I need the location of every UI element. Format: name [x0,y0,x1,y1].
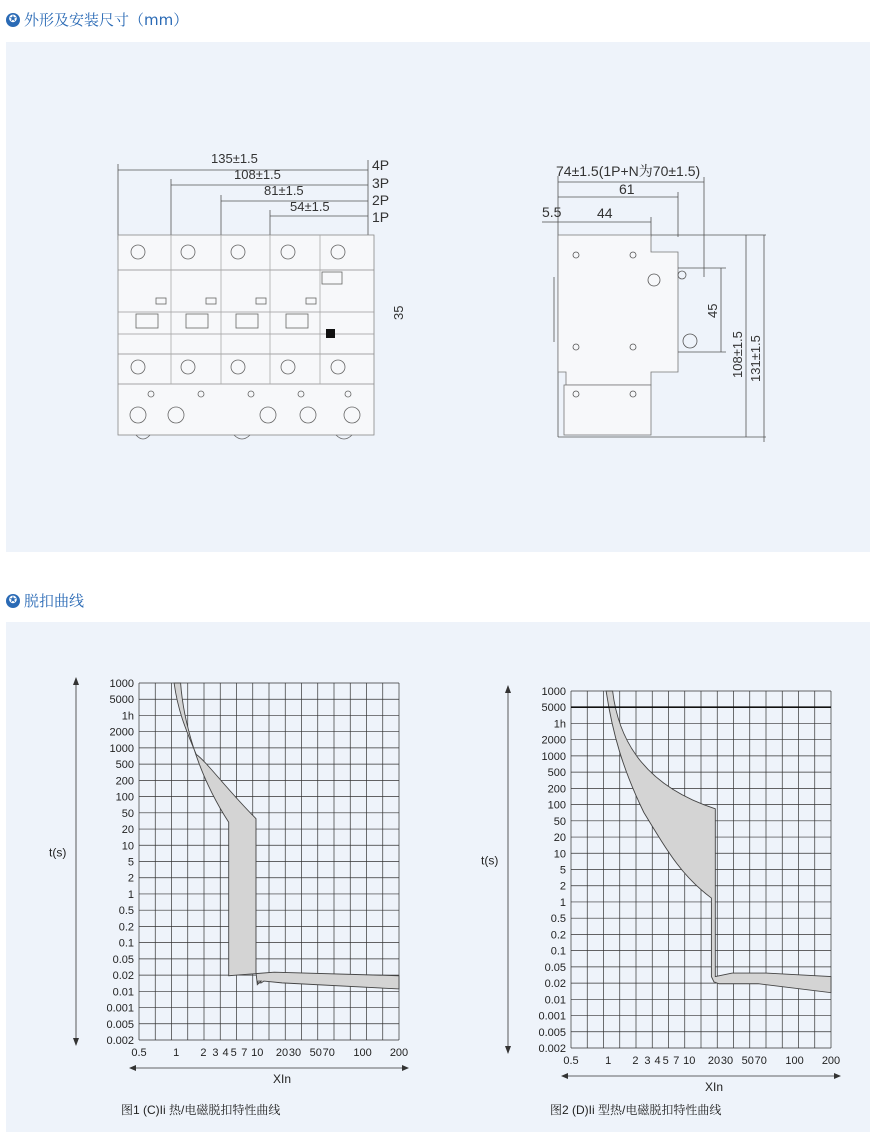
fig2-ytick-label: 0.2 [550,929,566,942]
fig2-ytick-label: 0.05 [544,961,566,974]
fig2-ytick-label: 10 [553,848,566,861]
fig2-xtick-label: 2 [632,1055,639,1067]
test-button-marker [326,329,335,338]
fig2-xtick-label: 70 [754,1055,767,1067]
side-height-131-label: 131±1.5 [748,335,763,382]
fig1-xtick-label: 10 [251,1047,264,1059]
fig1-xtick-label: 1 [173,1047,180,1059]
fig2-ytick-label: 0.001 [538,1010,566,1023]
fig1-ytick-label: 5000 [109,694,134,707]
fig2-ytick-label: 5000 [541,702,566,715]
width-4p-label: 135±1.5 [211,151,258,166]
fig1-ytick-label: 0.05 [112,953,134,966]
fig2-xtick-label: 5 [662,1055,669,1067]
fig1-x-axis-label: XIn [272,1072,292,1086]
pole-2p-label: 2P [372,192,390,208]
fig2-ytick-label: 0.1 [550,945,566,958]
fig1-trip-band [174,683,399,989]
fig1-xtick-label: 0.5 [131,1047,147,1059]
fig2-trip-band [606,691,831,993]
fig2-ytick-label: 1h [553,718,566,731]
side-total-width-label: 74±1.5(1P+N为70±1.5) [556,163,701,179]
fig1-ytick-label: 2000 [109,726,134,739]
fig2-ytick-label: 2000 [541,734,566,747]
section-trip-curve-title [6,590,84,611]
fig2-x-axis-label: XIn [704,1080,724,1092]
section-dimensions-title [6,9,188,30]
star-badge-icon: ✪ [6,13,20,27]
fig2-ytick-label: 0.01 [544,994,566,1007]
fig1-ytick-label: 0.002 [106,1035,134,1047]
fig1-xtick-label: 70 [322,1047,335,1059]
fig1-ytick-label: 0.02 [112,970,134,983]
fig2-ytick-label: 500 [547,767,566,780]
fig2-xtick-label: 100 [785,1055,804,1067]
side-width-61-label: 61 [619,181,635,197]
side-height-108-label: 108±1.5 [730,331,745,378]
trip-curve-charts [6,622,870,1092]
width-1p-label: 54±1.5 [290,199,330,214]
fig1-ytick-label: 500 [115,759,134,772]
section-trip-curve-label: 脱扣曲线 [24,592,85,610]
fig2-ytick-label: 1 [559,896,566,909]
fig1-ytick-label: 0.2 [118,921,134,934]
fig2-xtick-label: 50 [741,1055,754,1067]
fig1-ytick-label: 0.01 [112,986,134,999]
fig2-ytick-label: 2 [559,880,566,893]
height-35-label: 35 [391,305,406,320]
fig1-ytick-label: 200 [115,775,134,788]
fig1-xtick-label: 3 [212,1047,219,1059]
fig2-ytick-label: 1000 [541,686,566,698]
fig2-xtick-label: 0.5 [563,1055,579,1067]
fig2-ytick-label: 0.002 [538,1043,566,1055]
side-width-44-label: 44 [597,205,613,221]
fig2-ytick-label: 50 [553,815,566,828]
fig1-ytick-label: 50 [121,807,134,820]
fig1-xtick-label: 2 [200,1047,207,1059]
fig2-xtick-label: 1 [605,1055,612,1067]
fig1-ytick-label: 1000 [109,742,134,755]
fig1-xtick-label: 7 [241,1047,248,1059]
fig2-ytick-label: 0.5 [550,913,566,926]
fig1-ytick-label: 2 [127,872,134,885]
dimensions-panel [6,42,870,552]
fig2-ytick-label: 0.005 [538,1026,566,1039]
fig1-ytick-label: 1 [127,888,134,901]
fig2-y-axis-label: t(s) [481,853,499,868]
fig2-ytick-label: 5 [559,864,566,877]
fig2-xtick-label: 3 [644,1055,651,1067]
fig1-ytick-label: 1000 [109,678,134,690]
fig1-ytick-label: 0.001 [106,1002,134,1015]
fig1-xtick-label: 4 [222,1047,229,1059]
pole-4p-label: 4P [372,157,390,173]
fig1-xtick-label: 100 [353,1047,372,1059]
fig1-ytick-label: 20 [121,824,134,837]
fig1-ytick-label: 10 [121,840,134,853]
width-2p-label: 81±1.5 [264,183,304,198]
fig2-ytick-label: 0.02 [544,978,566,991]
section-dimensions-label: 外形及安装尺寸（mm） [24,11,189,29]
side-height-45-label: 45 [705,303,720,318]
fig1-xtick-label: 20 [275,1047,289,1059]
pole-3p-label: 3P [372,175,390,191]
figure1-caption: 图1 (C)Ii 热/电磁脱扣特性曲线 [121,1103,281,1117]
fig1-ytick-label: 0.005 [106,1018,134,1031]
fig1-xtick-label: 5 [230,1047,237,1059]
fig1-xtick-label: 30 [288,1047,302,1059]
fig2-xtick-label: 20 [707,1055,721,1067]
pole-1p-label: 1P [372,209,390,225]
figure2-caption: 图2 (D)Ii 型热/电磁脱扣特性曲线 [550,1103,722,1117]
fig2-xtick-label: 10 [683,1055,696,1067]
width-3p-label: 108±1.5 [234,167,281,182]
dimension-drawings [6,42,870,552]
fig1-y-axis-label: t(s) [49,845,67,860]
fig1-ytick-label: 0.1 [118,937,134,950]
fig2-ytick-label: 1000 [541,750,566,763]
fig2-xtick-label: 4 [654,1055,661,1067]
fig1-ytick-label: 5 [127,856,134,869]
fig2-ytick-label: 20 [553,832,566,845]
star-badge-icon: ✪ [6,594,20,608]
fig2-xtick-label: 200 [821,1055,841,1067]
trip-curve-panel [6,622,870,1132]
fig1-ytick-label: 0.5 [118,905,134,918]
side-offset-5-5-label: 5.5 [542,204,562,220]
fig1-xtick-label: 200 [389,1047,409,1059]
fig1-xtick-label: 50 [309,1047,322,1059]
fig1-ytick-label: 100 [115,791,134,804]
fig1-ytick-label: 1h [121,710,134,723]
fig2-ytick-label: 200 [547,783,566,796]
fig2-xtick-label: 30 [720,1055,734,1067]
fig2-xtick-label: 7 [673,1055,680,1067]
fig2-ytick-label: 100 [547,799,566,812]
